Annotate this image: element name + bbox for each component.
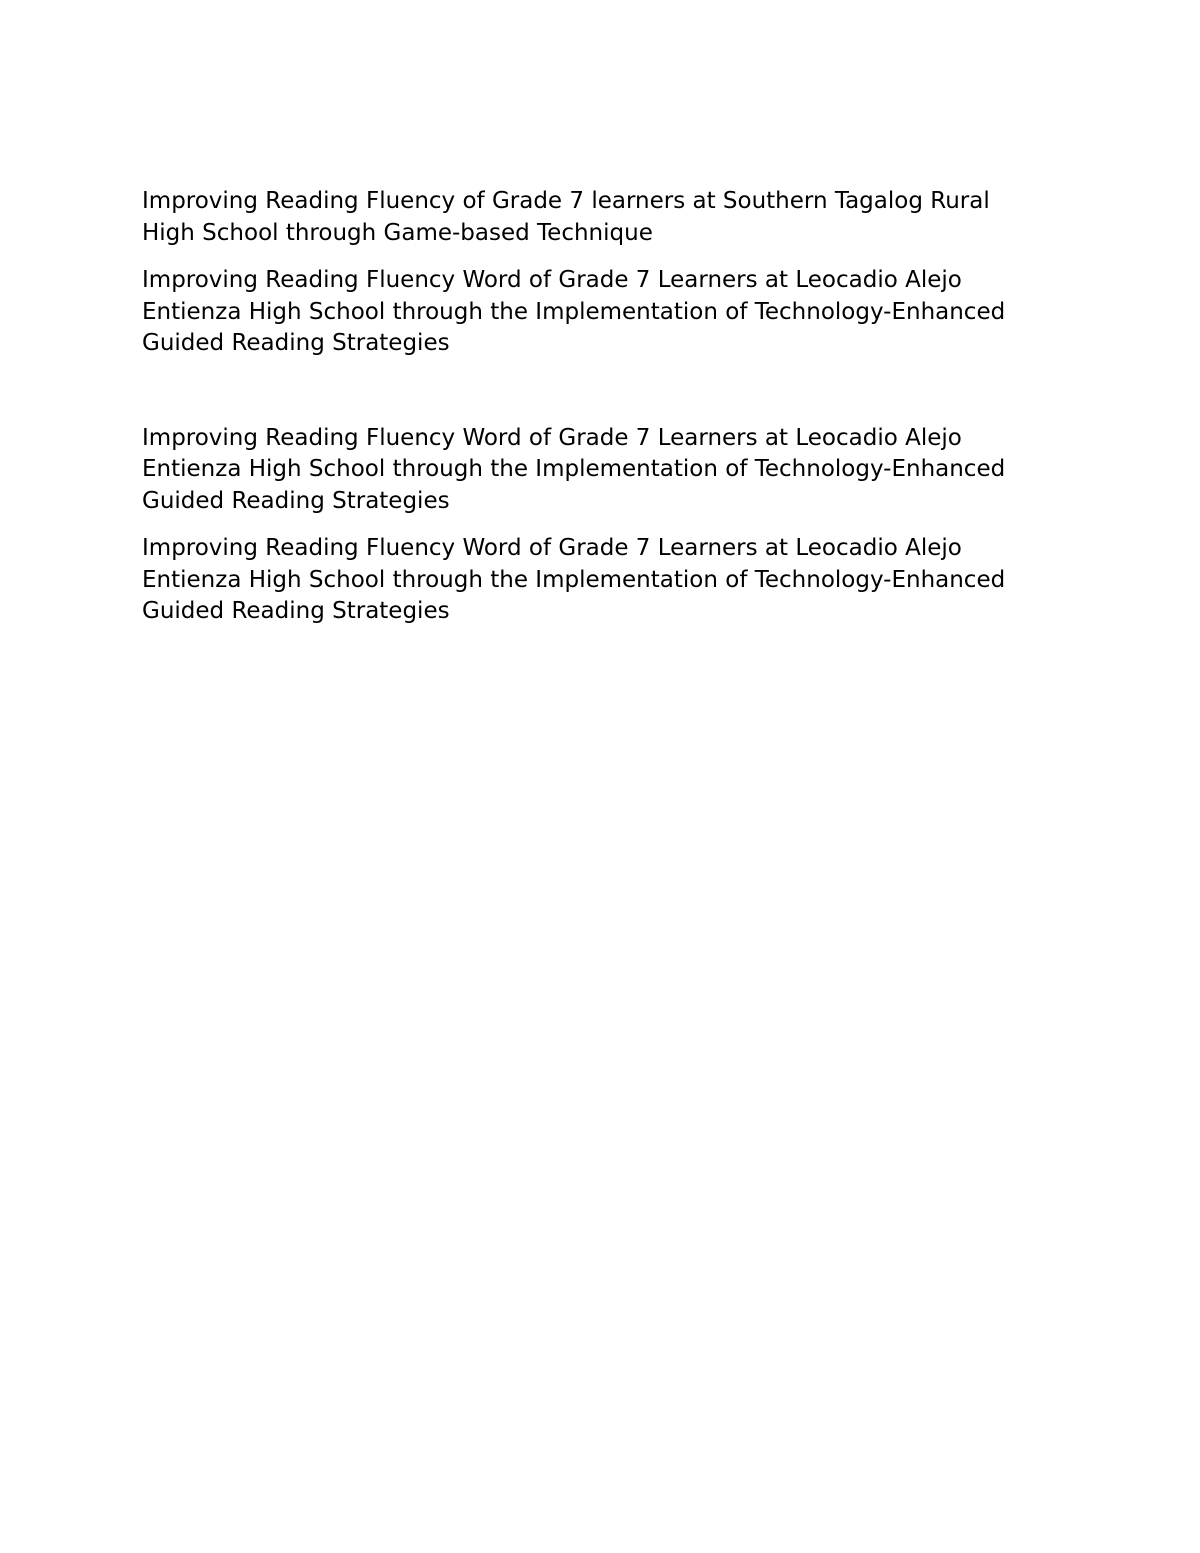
paragraph-title-2: Improving Reading Fluency Word of Grade 7 Learners at Leocadio Alejo Entienza High School through the Implementation of Technology-Enhanced Guided Reading Strategies	[142, 267, 1006, 356]
paragraph-title-3: Improving Reading Fluency Word of Grade 7 Learners at Leocadio Alejo Entienza High School through the Implementation of Technology-Enhanced Guided Reading Strategies	[142, 424, 1006, 514]
paragraph-title-4: Improving Reading Fluency Word of Grade 7 Learners at Leocadio Alejo Entienza High School through the Implementation of Technology-Enhanced Guided Reading Strategies	[142, 535, 1006, 624]
document-body	[142, 186, 1042, 628]
paragraph-title-1: Improving Reading Fluency of Grade 7 learners at Southern Tagalog Rural High School through Game-based Technique	[142, 188, 990, 246]
